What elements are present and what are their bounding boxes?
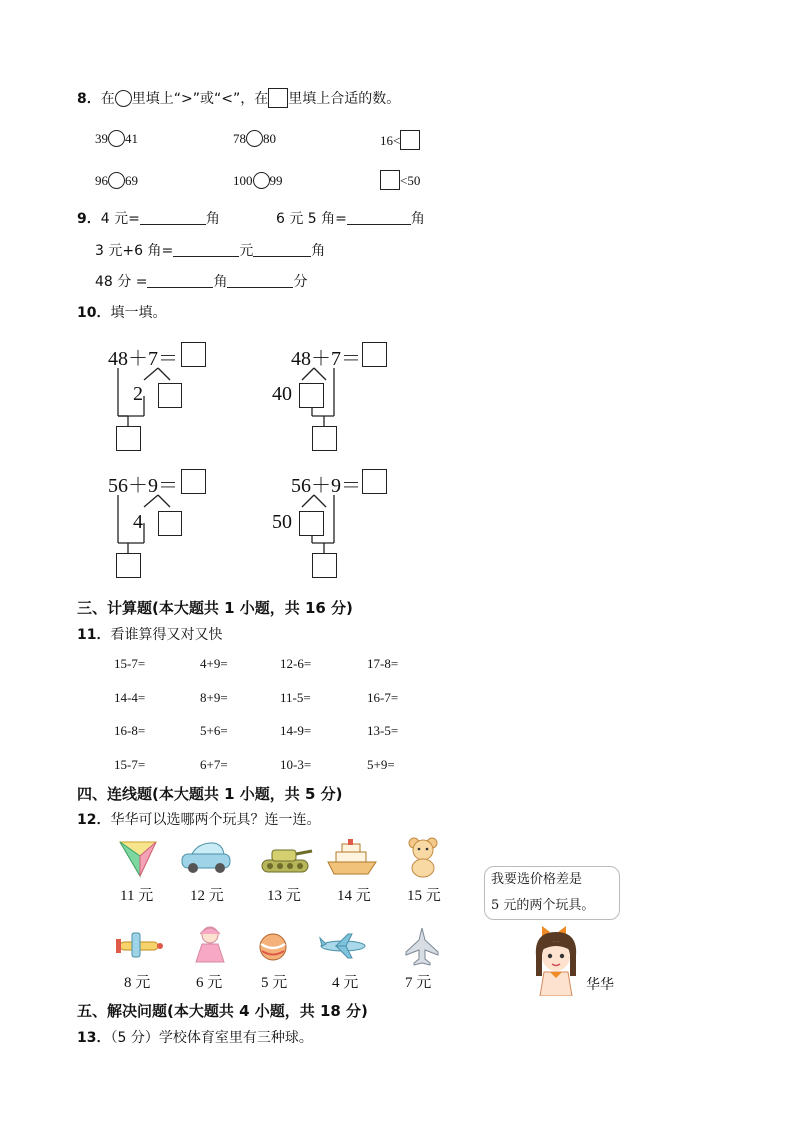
ball-icon[interactable] xyxy=(258,932,288,962)
q11-cell: 8+9= xyxy=(200,690,228,705)
price-label: 6 元 xyxy=(196,975,223,991)
answer-box[interactable] xyxy=(362,469,387,494)
q8-number: 8． xyxy=(77,91,101,107)
q8-item-1: 39 41 xyxy=(95,131,138,146)
q11-cell: 16-7= xyxy=(367,690,399,705)
ship-icon[interactable] xyxy=(326,838,378,878)
q8-item-3: 16< xyxy=(380,130,420,150)
answer-blank[interactable] xyxy=(227,273,293,288)
answer-box[interactable] xyxy=(299,511,324,536)
answer-box[interactable] xyxy=(116,553,141,578)
q11-cell: 4+9= xyxy=(200,656,228,671)
answer-box[interactable] xyxy=(380,170,400,190)
price-label: 7 元 xyxy=(405,975,432,991)
price-label: 5 元 xyxy=(261,975,288,991)
q11-cell: 14-4= xyxy=(114,690,146,705)
price-label: 14 元 xyxy=(337,888,371,904)
q9-line-1b: 6 元 5 角= 角 xyxy=(276,211,425,227)
toy-plane-icon[interactable] xyxy=(114,930,164,960)
section-5-title: 五、解决问题(本大题共 4 小题，共 18 分) xyxy=(77,1002,368,1020)
doll-icon[interactable] xyxy=(194,924,226,964)
answer-box[interactable] xyxy=(362,342,387,367)
compare-circle[interactable] xyxy=(246,130,263,147)
compare-circle[interactable] xyxy=(108,130,125,147)
q9-line-3: 48 分 = 角 分 xyxy=(95,274,308,290)
q11-cell: 5+9= xyxy=(367,757,395,772)
q8-item-5: 100 99 xyxy=(233,173,283,188)
compare-circle[interactable] xyxy=(108,172,125,189)
teddy-bear-icon[interactable] xyxy=(406,836,440,878)
section-3-title: 三、计算题(本大题共 1 小题，共 16 分) xyxy=(77,599,353,617)
airplane-icon[interactable] xyxy=(318,932,368,960)
answer-box[interactable] xyxy=(312,553,337,578)
pyramid-icon[interactable] xyxy=(118,838,158,878)
compare-circle[interactable] xyxy=(253,172,270,189)
answer-blank[interactable] xyxy=(253,242,311,257)
price-label: 15 元 xyxy=(407,888,441,904)
answer-box-icon xyxy=(268,88,288,108)
price-label: 11 元 xyxy=(120,888,154,904)
answer-blank[interactable] xyxy=(147,273,213,288)
q8-item-4: 96 69 xyxy=(95,173,138,188)
q11-cell: 12-6= xyxy=(280,656,312,671)
answer-blank[interactable] xyxy=(173,242,239,257)
q8-item-6: <50 xyxy=(380,170,420,190)
jet-icon[interactable] xyxy=(404,926,440,966)
price-label: 8 元 xyxy=(124,975,151,991)
q13-prompt: 13．（5 分）学校体育室里有三种球。 xyxy=(77,1030,313,1046)
q11-cell: 16-8= xyxy=(114,723,146,738)
answer-box[interactable] xyxy=(181,342,206,367)
q9-line-1: 9．4 元= 角 xyxy=(77,211,220,227)
answer-box[interactable] xyxy=(116,426,141,451)
price-label: 4 元 xyxy=(332,975,359,991)
price-label: 12 元 xyxy=(190,888,224,904)
speech-bubble: 我要选价格差是 5 元的两个玩具。 xyxy=(484,866,620,920)
answer-blank[interactable] xyxy=(140,210,206,225)
section-4-title: 四、连线题(本大题共 1 小题，共 5 分) xyxy=(77,785,343,803)
q11-cell: 17-8= xyxy=(367,656,399,671)
q11-cell: 5+6= xyxy=(200,723,228,738)
girl-character-icon xyxy=(530,926,584,996)
answer-box[interactable] xyxy=(312,426,337,451)
q10-prompt: 10．填一填。 xyxy=(77,305,167,321)
price-label: 13 元 xyxy=(267,888,301,904)
toy-car-icon[interactable] xyxy=(178,840,234,876)
answer-box[interactable] xyxy=(158,511,182,536)
q11-cell: 13-5= xyxy=(367,723,399,738)
compare-circle-icon xyxy=(115,90,132,107)
toy-tank-icon[interactable] xyxy=(256,842,314,876)
q12-prompt: 12．华华可以选哪两个玩具？连一连。 xyxy=(77,812,321,828)
answer-box[interactable] xyxy=(158,383,182,408)
q9-line-2: 3 元+6 角= 元 角 xyxy=(95,243,326,259)
q11-cell: 15-7= xyxy=(114,757,146,772)
girl-name: 华华 xyxy=(586,977,614,993)
answer-box[interactable] xyxy=(181,469,206,494)
q11-cell: 10-3= xyxy=(280,757,312,772)
answer-box[interactable] xyxy=(400,130,420,150)
q8-prompt: 8．在 里填上“>”或“<”，在 里填上合适的数。 xyxy=(77,88,400,108)
answer-blank[interactable] xyxy=(347,210,411,225)
q11-cell: 11-5= xyxy=(280,690,311,705)
q8-item-2: 78 80 xyxy=(233,131,276,146)
q11-cell: 14-9= xyxy=(280,723,312,738)
answer-box[interactable] xyxy=(299,383,324,408)
q11-cell: 15-7= xyxy=(114,656,146,671)
q11-prompt: 11．看谁算得又对又快 xyxy=(77,627,223,643)
q11-cell: 6+7= xyxy=(200,757,228,772)
